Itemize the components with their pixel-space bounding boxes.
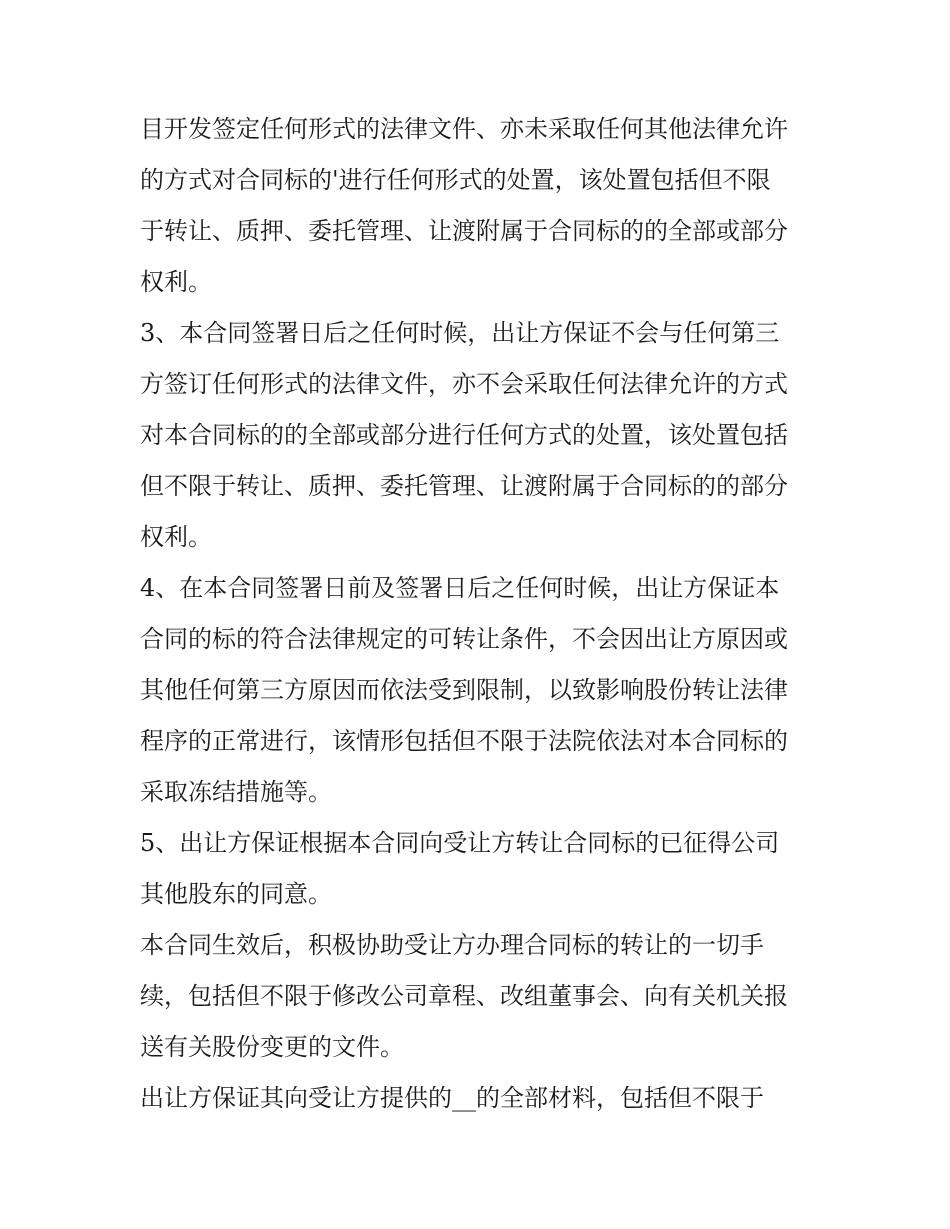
text-line: 合同的标的符合法律规定的可转让条件，不会因出让方原因或 <box>140 625 788 653</box>
text-line: 其他任何第三方原因而依法受到限制，以致影响股份转让法律 <box>140 676 788 704</box>
paragraph-line: 出让方保证其向受让方提供的__的全部材料，包括但不限于 <box>140 1084 764 1112</box>
text-line: 权利。 <box>140 523 212 551</box>
text-line: 程序的正常进行，该情形包括但不限于法院依法对本合同标的 <box>140 727 788 755</box>
text-line: 续，包括但不限于修改公司章程、改组董事会、向有关机关报 <box>140 982 788 1010</box>
clause-3-line: 3、本合同签署日后之任何时候，出让方保证不会与任何第三 <box>140 319 780 347</box>
text-line: 于转让、质押、委托管理、让渡附属于合同标的的全部或部分 <box>140 217 788 245</box>
paragraph-line: 本合同生效后，积极协助受让方办理合同标的转让的一切手 <box>140 931 764 959</box>
text-line: 目开发签定任何形式的法律文件、亦未采取任何其他法律允许 <box>140 115 788 143</box>
text-line: 送有关股份变更的文件。 <box>140 1033 404 1061</box>
text-line: 的方式对合同标的'进行任何形式的处置，该处置包括但不限 <box>140 166 771 194</box>
text-line: 其他股东的同意。 <box>140 880 332 908</box>
clause-4-line: 4、在本合同签署日前及签署日后之任何时候，出让方保证本 <box>140 574 780 602</box>
text-line: 采取冻结措施等。 <box>140 778 332 806</box>
document-body <box>140 104 820 1124</box>
text-line: 方签订任何形式的法律文件，亦不会采取任何法律允许的方式 <box>140 370 788 398</box>
text-line: 对本合同标的的全部或部分进行任何方式的处置，该处置包括 <box>140 421 788 449</box>
text-line: 权利。 <box>140 268 212 296</box>
clause-5-line: 5、出让方保证根据本合同向受让方转让合同标的已征得公司 <box>140 829 780 857</box>
text-line: 但不限于转让、质押、委托管理、让渡附属于合同标的的部分 <box>140 472 788 500</box>
